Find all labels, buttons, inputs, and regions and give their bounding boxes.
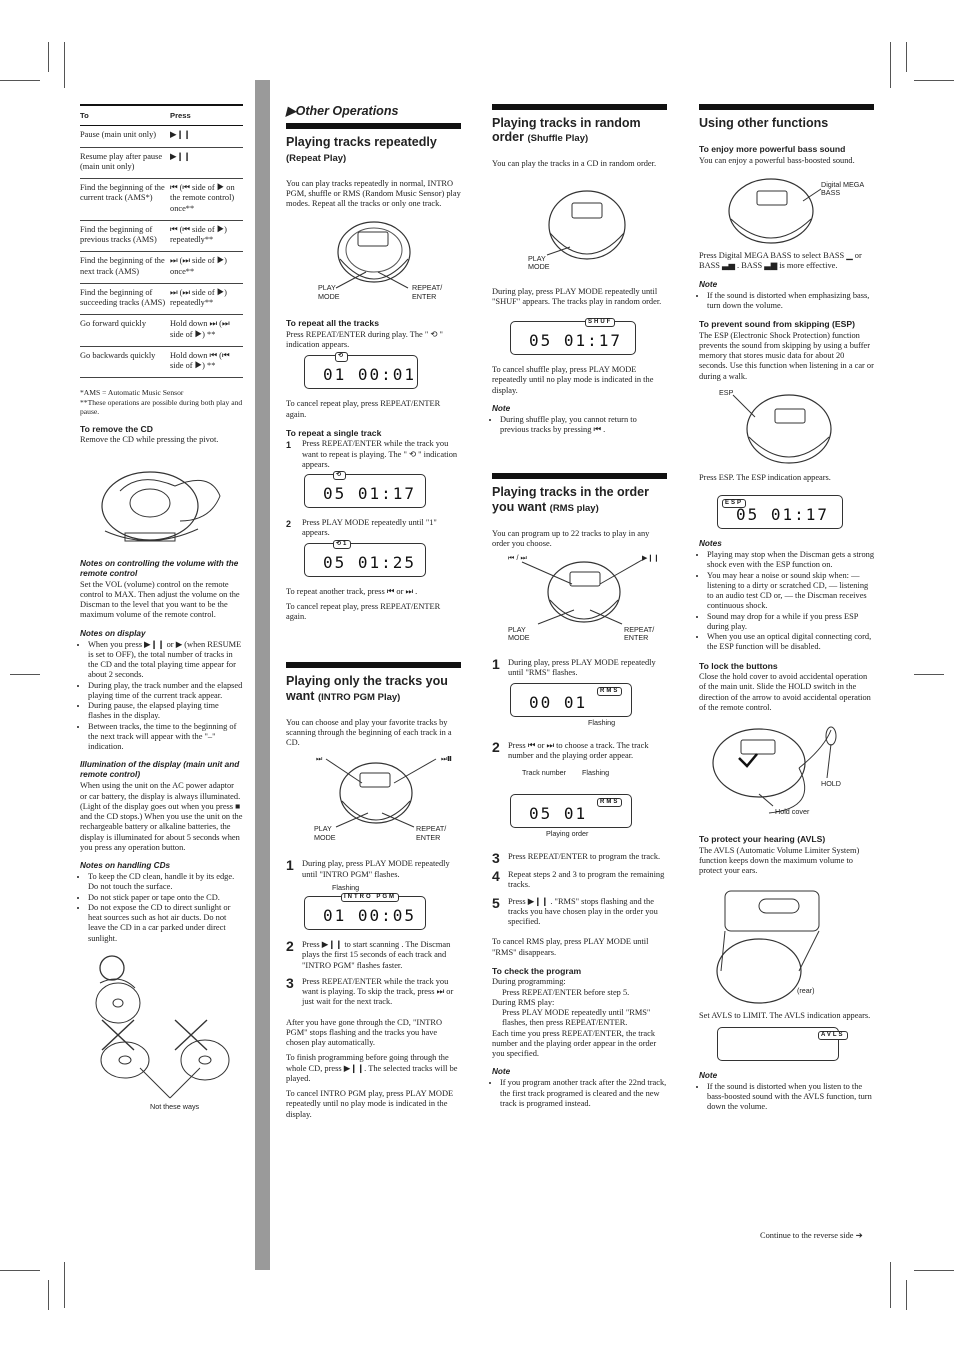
track-number-label: Track number [522, 768, 567, 778]
play-mode-label: PLAY MODE [318, 283, 340, 301]
avls-tag: AVLS [818, 1031, 848, 1040]
shuffle-subtitle: (Shuffle Play) [527, 133, 589, 145]
list-item: • During play, the track number and the elapsed playing time of the current track appear. [88, 681, 243, 702]
discman-illustration [286, 753, 461, 853]
crop-mark [48, 1280, 49, 1310]
list-item: • Do not stick paper or tape onto the CD. [88, 893, 243, 903]
rms-intro: You can program up to 22 tracks to play in any order you choose. [492, 528, 650, 548]
check-text: During programming: [492, 977, 566, 987]
lcd-display [304, 355, 418, 389]
table-row [80, 315, 243, 347]
step: 2 Press ⏮ or ⏭ to choose a track. The track number and the playing order appear. [492, 741, 667, 762]
cd-handling-icon [80, 948, 243, 1108]
note-heading: Note [492, 1067, 511, 1077]
step: 2 Press PLAY MODE repeatedly until "1" appears. [286, 518, 461, 539]
table-row [80, 126, 243, 147]
cancel-rms: To cancel RMS play, press PLAY MODE until "RMS" disappears. [492, 937, 649, 957]
discman-illustration [492, 554, 667, 652]
note-heading: Note [699, 1070, 718, 1080]
table-cell: Find the beginning of the next track (AMS) [80, 252, 170, 284]
lcd-display [717, 1027, 845, 1061]
footnote: *AMS = Automatic Music Sensor [80, 388, 184, 398]
shuffle-heading [492, 104, 667, 145]
step-text: During play, press PLAY MODE repeatedly until "INTRO PGM" flashes. [302, 859, 450, 879]
operations-table [80, 104, 243, 378]
volume-notes-text: Set the VOL (volume) control on the remote control to MAX. Then adjust the volume on the Discman to the level that you want to be the maximum volume of the remote control. [80, 579, 240, 620]
discman-icon [699, 387, 874, 473]
lcd-readout: 01 00:01 [323, 365, 417, 385]
note-list [492, 415, 667, 436]
discman-rear-icon [699, 881, 874, 1009]
footnote: **These operations are possible during both play and pause. [80, 397, 243, 416]
continue-reverse-text: Continue to the reverse side ➔ [760, 1231, 863, 1240]
crop-mark [0, 1270, 40, 1271]
table-row [80, 220, 243, 252]
lcd-readout: 05 01:17 [736, 505, 830, 525]
avls-set-text: Set AVLS to LIMIT. The AVLS indication appears. [699, 1011, 871, 1021]
display-notes-heading: Notes on display [80, 628, 146, 638]
lcd-readout: 01 00:05 [323, 906, 417, 926]
after-text: After you have gone through the CD, "INTRO PGM" stops flashing and the tracks you have chosen play automatically. [286, 1017, 442, 1048]
lock-heading: To lock the buttons [699, 660, 778, 671]
repeat-enter-label: REPEAT/ ENTER [412, 283, 443, 301]
table-header: To [80, 105, 170, 126]
repeat-another-text: To repeat another track, press ⏮ or ⏭ . [286, 586, 418, 596]
lcd-readout: 00 01 [529, 692, 588, 712]
not-these-ways-label: Not these ways [150, 1101, 200, 1111]
repeat-enter-label: REPEAT/ ENTER [416, 824, 447, 842]
skip-buttons-label: ⏮ / ⏭ [508, 553, 527, 563]
gray-margin-bar [255, 80, 270, 1270]
intro-pgm-tag: INTRO PGM [341, 893, 399, 902]
intro-pgm-intro: You can choose and play your favorite tracks by scanning through the beginning of each track in a CD. [286, 717, 452, 748]
bass-text: You can enjoy a powerful bass-boosted sound. [699, 155, 855, 165]
lcd-display [510, 321, 636, 355]
esp-press-text: Press ESP. The ESP indication appears. [699, 472, 831, 482]
list-item: • You may hear a noise or sound skip when: — listening to a dirty or scratched CD, — listening to an audio test CD or, — the Discman receives continuous shock. [707, 571, 874, 612]
crop-mark [890, 1262, 891, 1308]
step-text: Press PLAY MODE repeatedly until "1" appears. [302, 518, 437, 538]
discman-illustration [699, 387, 874, 473]
repeat-single-heading: To repeat a single track [286, 427, 382, 438]
lcd-readout: 05 01:17 [529, 331, 623, 351]
step: 1 During play, press PLAY MODE repeatedly until "RMS" flashes. [492, 658, 667, 679]
other-functions-heading: Using other functions [699, 104, 874, 130]
step: 3 Press REPEAT/ENTER to program the track. [492, 850, 661, 867]
discman-illustration [492, 175, 667, 287]
shuf-tag: SHUF [585, 318, 615, 327]
step: 1 Press REPEAT/ENTER while the track you want to repeat is playing. The " ⟲ " indication appears. [286, 439, 461, 470]
volume-notes-heading: Notes on controlling the volume with the remote control [80, 558, 239, 578]
flashing-label: Flashing [332, 882, 360, 892]
note-list [699, 291, 874, 312]
lcd-display [717, 495, 843, 529]
finish-text: To finish programming before going through the whole CD, press ▶❙❙. The selected tracks will be played. [286, 1053, 458, 1083]
play-mode-label: PLAY MODE [508, 625, 530, 643]
repeat-play-title: Playing tracks repeatedly [286, 135, 437, 150]
play-pause-label: ⏭❙❙ [441, 754, 452, 764]
repeat-indicator-icon: ⟲ [333, 471, 346, 480]
crop-mark [914, 674, 944, 675]
repeat-indicator-icon: ⟲ [335, 352, 348, 361]
column-4 [699, 104, 874, 1116]
step-text: Press ▶❙❙ . "RMS" stops flashing and the tracks you have chosen play in the order you specified. [508, 896, 658, 927]
table-cell: Go forward quickly [80, 315, 170, 347]
repeat-play-heading [286, 123, 461, 164]
bass-press-text: Press Digital MEGA BASS to select BASS ▁ or BASS ▃▅ . BASS ▃▆ is more effective. [699, 251, 862, 271]
intro-pgm-title: Playing only the tracks you want [286, 674, 448, 703]
illumination-heading: Illumination of the display (main unit and remote control) [80, 760, 240, 780]
discman-icon [492, 175, 667, 285]
list-item: • If you program another track after the 22nd track, the first track programed is cleared and the new track is programed instead. [500, 1078, 667, 1109]
list-item: • During shuffle play, you cannot return to previous tracks by pressing ⏮ . [500, 415, 667, 436]
lcd-display [304, 896, 426, 930]
repeat-all-heading: To repeat all the tracks [286, 318, 379, 329]
repeat-enter-label: REPEAT/ ENTER [624, 625, 655, 643]
crop-mark [0, 80, 40, 81]
remove-cd-heading: To remove the CD [80, 424, 153, 434]
rms-tag: RMS [597, 798, 622, 807]
list-item: • Between tracks, the time to the beginning of the next track will appear with the "–" indication. [88, 722, 243, 753]
list-item: • Sound may drop for a while if you press ESP during play. [707, 612, 874, 633]
table-cell: ⏭ (⏭ side of ▶) once** [170, 252, 243, 284]
skip-buttons-label: ⏭ [316, 754, 323, 764]
note-heading: Note [492, 403, 511, 413]
discman-illustration [699, 171, 874, 251]
playing-order-label: Playing order [546, 828, 589, 838]
play-mode-label: PLAY MODE [528, 253, 550, 271]
table-cell: Resume play after pause (main unit only) [80, 147, 170, 179]
list-item: • If the sound is distorted when you listen to the bass-boosted sound with the AVLS function, turn down the volume. [707, 1082, 874, 1113]
column-3 [492, 104, 667, 1113]
note-list [699, 1082, 874, 1113]
step-text: During play, press PLAY MODE repeatedly until "RMS" flashes. [508, 658, 656, 678]
column-1 [80, 104, 243, 1118]
table-header: Press [170, 105, 243, 126]
table-cell: Go backwards quickly [80, 346, 170, 378]
lcd-display [304, 474, 426, 508]
list-item: • To keep the CD clean, handle it by its edge. Do not touch the surface. [88, 872, 243, 893]
avls-heading: To protect your hearing (AVLS) [699, 834, 826, 845]
step-text: Press ▶❙❙ to start scanning . The Discman plays the first 15 seconds of each track and "INTRO PGM" flashes faster. [302, 940, 451, 970]
step-text: Press ⏮ or ⏭ to choose a track. The track number and the playing order appear. [508, 740, 649, 761]
check-text: Each time you press REPEAT/ENTER, the track number and the playing order appear in the order you specified. [492, 1028, 657, 1059]
cd-handling-illustration [80, 948, 243, 1118]
rms-tag: RMS [597, 687, 622, 696]
check-text: During RMS play: [492, 997, 555, 1007]
list-item: • When you press ▶❙❙ or ▶ (when RESUME is set to OFF), the total number of tracks in the CD and the total playing time appear for about 2 seconds. [88, 640, 243, 681]
table-cell: Find the beginning of the current track (AMS*) [80, 179, 170, 221]
crop-mark [914, 80, 954, 81]
note-list [492, 1078, 667, 1109]
esp-tag: ESP [722, 499, 746, 508]
rms-heading [492, 473, 667, 514]
step-text: Press REPEAT/ENTER to program the track. [508, 852, 661, 862]
table-row [80, 179, 243, 221]
check-program-heading: To check the program [492, 965, 582, 976]
hold-label: HOLD [821, 779, 841, 789]
esp-text: The ESP (Electronic Shock Protection) function prevents the sound from skipping by using a buffer memory that stores music data for about 20 seconds. Use this function when listening in a car or during a walk. [699, 330, 874, 381]
step: 1 During play, press PLAY MODE repeatedly until "INTRO PGM" flashes. [286, 859, 461, 880]
crop-mark [906, 1280, 907, 1310]
table-cell: ⏮ (⏮ side of ▶) repeatedly** [170, 220, 243, 252]
cancel-shuffle: To cancel shuffle play, press PLAY MODE repeatedly until no play mode is indicated in the display. [492, 365, 654, 395]
list-item: • Do not expose the CD to direct sunlight or heat sources such as hot air ducts. Do not leave the CD in a car parked under direct sunlight. [88, 903, 243, 944]
table-cell: Hold down ⏭ (⏭ side of ▶) ** [170, 315, 243, 347]
note-heading: Note [699, 279, 718, 289]
hand-cd-icon [80, 451, 243, 551]
rear-label: (rear) [797, 986, 815, 996]
lcd-display [510, 683, 632, 717]
table-row [80, 346, 243, 378]
remove-cd-text: Remove the CD while pressing the pivot. [80, 435, 219, 445]
cancel-repeat-text: To cancel repeat play, press REPEAT/ENTER again. [286, 601, 441, 622]
step-text: Repeat steps 2 and 3 to program the remaining tracks. [508, 870, 665, 890]
crop-mark [890, 42, 891, 88]
display-notes-list [80, 640, 243, 753]
avls-illustration [699, 881, 874, 1011]
table-cell: Find the beginning of succeeding tracks (AMS) [80, 283, 170, 315]
table-cell: ▶❙❙ [170, 126, 243, 147]
repeat-play-subtitle: (Repeat Play) [286, 152, 347, 164]
cancel-intro-text: To cancel INTRO PGM play, press PLAY MODE repeatedly until no play mode is indicated in the display. [286, 1089, 454, 1119]
rms-title: Playing tracks in the order you want [492, 485, 649, 514]
lock-text: Close the hold cover to avoid accidental operation of the main unit. Slide the HOLD switch in the direction of the arrow to avoid accidental operation of the remote control. [699, 672, 871, 712]
shuffle-during: During play, press PLAY MODE repeatedly until "SHUF" appears. The tracks play in random order. [492, 286, 662, 306]
intro-pgm-heading [286, 662, 461, 703]
list-item: • If the sound is distorted when emphasizing bass, turn down the volume. [707, 291, 874, 312]
table-cell: Pause (main unit only) [80, 126, 170, 147]
play-mode-label: PLAY MODE [314, 824, 336, 842]
lcd-readout: 05 01:17 [323, 484, 417, 504]
esp-heading: To prevent sound from skipping (ESP) [699, 319, 855, 330]
other-operations-heading: ▶Other Operations [286, 104, 399, 118]
step: 2 Press ▶❙❙ to start scanning . The Discman plays the first 15 seconds of each track and "INTRO PGM" flashes faster. [286, 940, 461, 971]
step: 3 Press REPEAT/ENTER while the track you want is playing. To skip the track, press ⏭ or just wait for the next track. [286, 977, 461, 1008]
check-text: Press PLAY MODE repeatedly until "RMS" flashes, then press REPEAT/ENTER. [502, 1008, 651, 1028]
discman-illustration [286, 214, 461, 310]
list-item: • Playing may stop when the Discman gets a strong shock even with the ESP function on. [707, 550, 874, 571]
play-pause-label: ▶❙❙ [642, 553, 660, 563]
lcd-display [510, 794, 632, 828]
intro-pgm-subtitle: (INTRO PGM Play) [317, 691, 401, 703]
table-cell: Find the beginning of previous tracks (AMS) [80, 220, 170, 252]
lcd-display [304, 540, 426, 577]
list-item: • During pause, the elapsed playing time flashes in the display. [88, 701, 243, 722]
esp-button-label: ESP [719, 387, 734, 397]
table-cell: Hold down ⏮ (⏮ side of ▶) ** [170, 346, 243, 378]
table-row [80, 147, 243, 179]
crop-mark [906, 42, 907, 72]
crop-mark [914, 1270, 954, 1271]
step: 5 Press ▶❙❙ . "RMS" stops flashing and the tracks you have chosen play in the order you specified. [492, 897, 667, 928]
rms-subtitle: (RMS play) [549, 502, 599, 514]
flashing-label: Flashing [588, 717, 616, 727]
handling-cds-heading: Notes on handling CDs [80, 861, 171, 871]
shuffle-title: Playing tracks in random order [492, 116, 641, 145]
table-cell: ⏮ (⏮ side of ▶ on the remote control) once** [170, 179, 243, 221]
table-row [80, 252, 243, 284]
step-text: Press REPEAT/ENTER while the track you want is playing. To skip the track, press ⏭ or just wait for the next track. [302, 976, 454, 1007]
step: 4 Repeat steps 2 and 3 to program the remaining tracks. [492, 870, 667, 891]
check-text: Press REPEAT/ENTER before step 5. [502, 987, 630, 997]
lcd-readout: 05 01 [529, 803, 588, 823]
hold-cover-label: Hold cover [775, 807, 810, 817]
repeat-all-text: Press REPEAT/ENTER during play. The " ⟲ " indication appears. [286, 329, 443, 350]
flashing-label: Flashing [582, 767, 610, 777]
column-2 [286, 104, 461, 1125]
table-row [80, 283, 243, 315]
hold-illustration [699, 718, 874, 826]
lcd-readout: 05 01:25 [323, 552, 417, 572]
illumination-text: When using the unit on the AC power adaptor or car battery, the display is always illuminated. (Light of the display goes out when you press ■ and the CD stops.) When you use the unit on the rechargeable battery or alkaline batteries, the display is illuminated for about 5 seconds when you press any operation button. [80, 781, 243, 852]
digital-mega-bass-label: Digital MEGA BASS [821, 180, 864, 198]
notes-heading: Notes [699, 539, 722, 549]
repeat-one-indicator-icon: ⟲1 [333, 540, 351, 549]
remove-cd-illustration [80, 451, 243, 551]
table-cell: ▶❙❙ [170, 147, 243, 179]
step-text: Press REPEAT/ENTER while the track you want to repeat is playing. The " ⟲ " indication appears. [302, 439, 458, 469]
repeat-intro: You can play tracks repeatedly in normal, INTRO PGM, shuffle or RMS (Random Music Sensor) play modes. Repeat all the tracks or only one track. [286, 178, 461, 209]
avls-text: The AVLS (Automatic Volume Limiter System) function keeps down the maximum volume to protect your ears. [699, 845, 860, 876]
crop-mark [64, 42, 65, 88]
handling-cds-list [80, 872, 243, 944]
esp-notes-list [699, 550, 874, 653]
table-cell: ⏭ (⏭ side of ▶) repeatedly** [170, 283, 243, 315]
shuffle-intro: You can play the tracks in a CD in random order. [492, 159, 657, 169]
crop-mark [48, 42, 49, 72]
bass-heading: To enjoy more powerful bass sound [699, 144, 846, 155]
cancel-repeat-text: To cancel repeat play, press REPEAT/ENTER again. [286, 399, 441, 419]
crop-mark [10, 674, 40, 675]
list-item: • When you use an optical digital connecting cord, the ESP function will be disabled. [707, 632, 874, 653]
crop-mark [64, 1262, 65, 1308]
